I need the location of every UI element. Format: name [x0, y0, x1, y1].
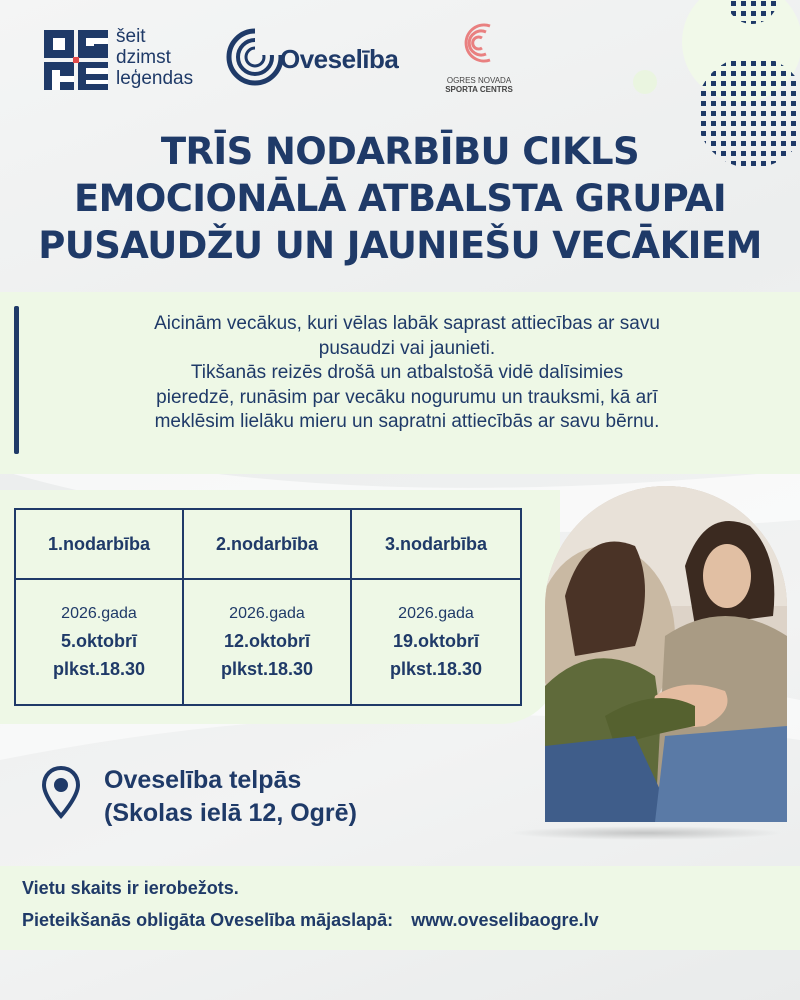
session-3-details — [352, 580, 520, 704]
sport-centre-line: OGRES NOVADA — [446, 76, 512, 85]
sport-centre-name — [434, 76, 524, 94]
session-1-details — [16, 580, 184, 704]
sport-centre-line: SPORTA CENTRS — [445, 85, 513, 94]
schedule-table — [14, 508, 522, 706]
photo-illustration — [545, 486, 787, 822]
location-name: Oveselība telpās — [104, 766, 302, 794]
support-photo — [545, 486, 787, 822]
sport-centre-logo-icon — [456, 18, 500, 68]
session-time: plkst.18.30 — [389, 659, 483, 679]
oveseliba-logo-icon — [226, 28, 284, 86]
session-1-header: 1.nodarbība — [16, 510, 184, 580]
session-2-header: 2.nodarbība — [184, 510, 352, 580]
ogre-logo — [44, 30, 108, 90]
session-2-details — [184, 580, 352, 704]
location-text — [104, 764, 357, 830]
session-date: 5.oktobrī — [60, 631, 137, 651]
poster-title — [0, 128, 800, 269]
location-address: (Skolas ielā 12, Ogrē) — [104, 799, 357, 827]
session-year: 2026.gada — [61, 605, 137, 622]
intro-accent-bar — [14, 306, 19, 454]
session-time: plkst.18.30 — [220, 659, 314, 679]
footer-box — [0, 866, 800, 950]
photo-shadow — [508, 826, 784, 840]
session-year: 2026.gada — [229, 605, 305, 622]
intro-line: pusaudzi vai jaunieti. — [318, 337, 496, 359]
limited-places-note: Vietu skaits ir ierobežots. — [22, 878, 239, 898]
intro-box — [0, 292, 800, 474]
intro-line: Tikšanās reizēs drošā un atbalstošā vidē dalīsimies — [190, 362, 624, 383]
title-line-2: EMOCIONĀLĀ ATBALSTA GRUPAI — [74, 177, 726, 220]
session-date: 19.oktobrī — [392, 631, 480, 651]
slogan-line: dzimst — [116, 47, 171, 68]
slogan-line: šeit — [116, 26, 146, 47]
website-link[interactable]: www.oveselibaogre.lv — [411, 910, 599, 930]
session-3-header: 3.nodarbība — [352, 510, 520, 580]
intro-line: Aicinām vecākus, kuri vēlas labāk saprast attiecības ar savu — [154, 313, 660, 334]
session-year: 2026.gada — [398, 605, 474, 622]
ogre-slogan — [116, 26, 193, 89]
intro-text — [30, 312, 784, 435]
title-line-3: PUSAUDŽU UN JAUNIEŠU VECĀKIEM — [38, 224, 762, 267]
session-time: plkst.18.30 — [52, 659, 146, 679]
intro-line: meklēsim lielāku mieru un sapratni attiecībās ar savu bērnu. — [154, 411, 660, 432]
session-date: 12.oktobrī — [223, 631, 311, 651]
registration-note — [22, 910, 599, 931]
title-line-1: TRĪS NODARBĪBU CIKLS — [160, 130, 640, 173]
oveseliba-name: Oveselība — [280, 44, 399, 74]
registration-text: Pieteikšanās obligāta Oveselība mājaslapā: — [22, 910, 394, 930]
intro-line: pieredzē, runāsim par vecāku nogurumu un trauksmi, kā arī — [156, 386, 658, 408]
slogan-line: leģendas — [116, 68, 194, 89]
map-pin-icon — [42, 766, 80, 820]
